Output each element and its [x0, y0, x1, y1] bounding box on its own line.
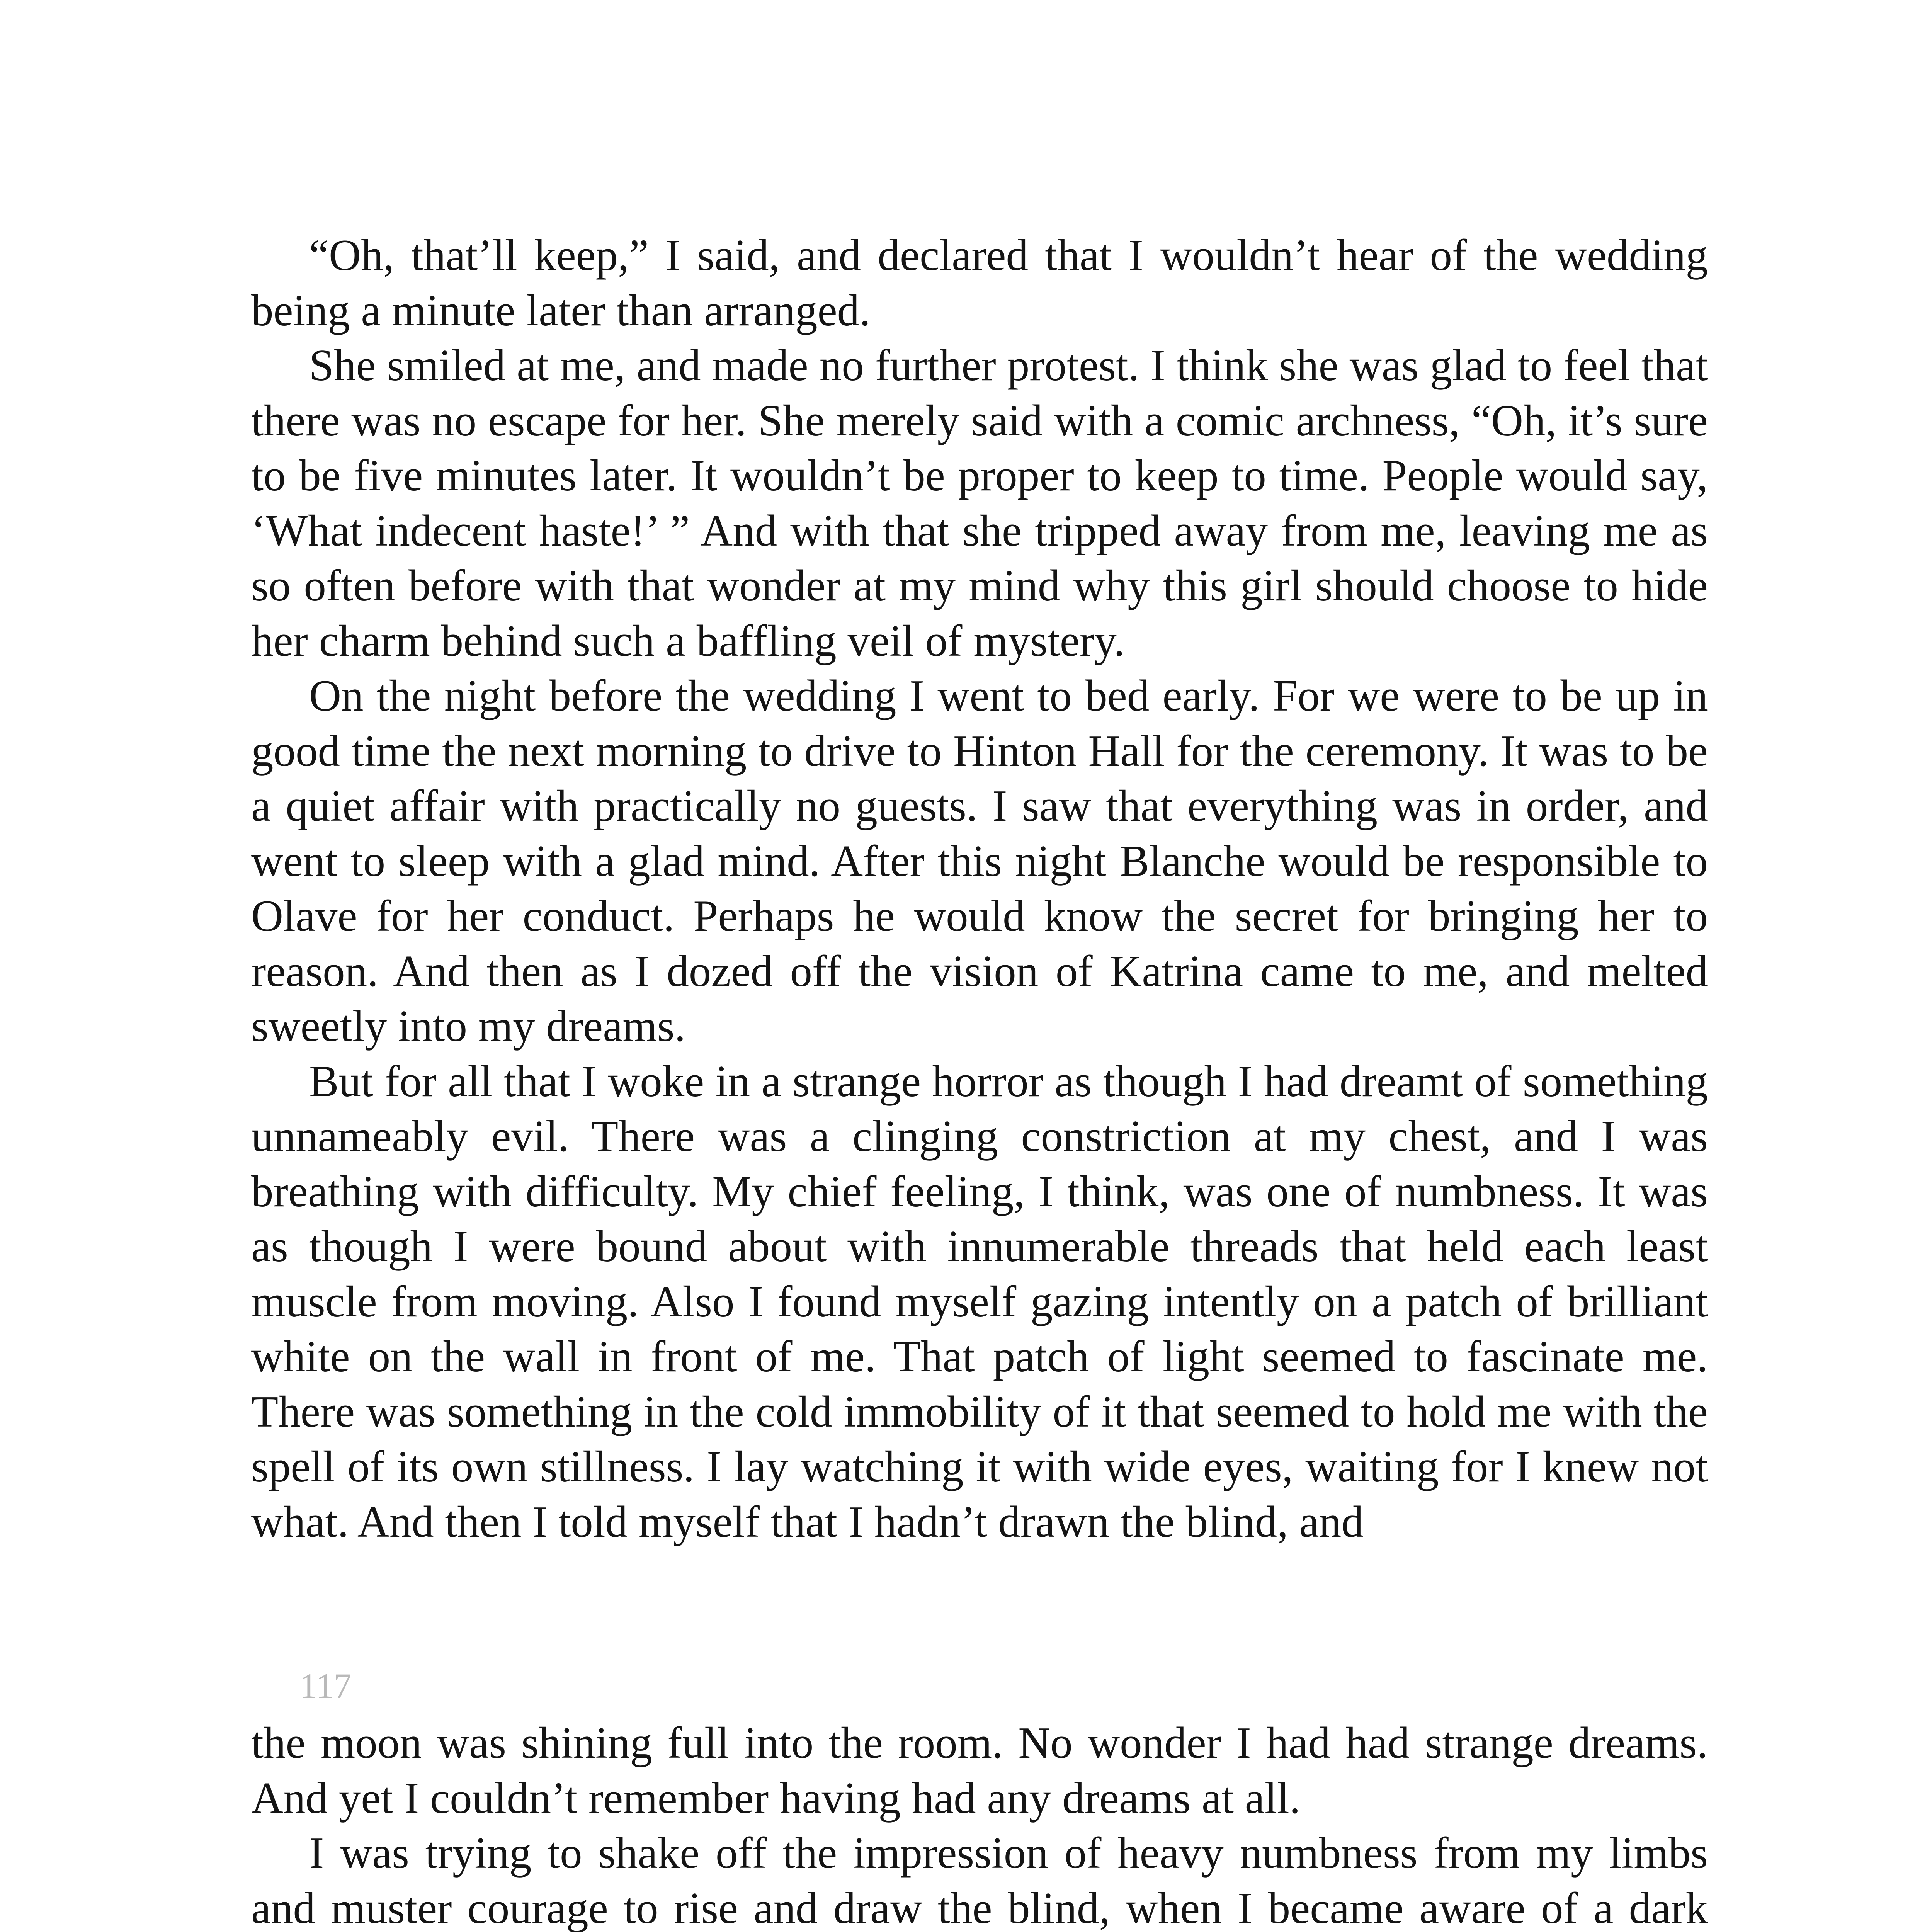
- text-block-bottom: [251, 1716, 1708, 1932]
- page-number: 117: [299, 1666, 352, 1706]
- text-block-top: [251, 228, 1708, 1549]
- paragraph: I was trying to shake off the impression of heavy numbness from my limbs and muster courage to rise and draw the blind, when I became aware of a dark: [251, 1828, 1708, 1932]
- paragraph: But for all that I woke in a strange horror as though I had dreamt of something unnameably evil. There was a clinging constriction at my chest, and I was breathing with difficulty. My chief feeling, I think, was one of numbness. It was as though I were bound about with innumerable threads that held each least muscle from moving. Also I found myself gazing intently on a patch of brilliant white on the wall in front of me. That patch of light seemed to fascinate me. There was something in the cold immobility of it that seemed to hold me with the spell of its own stillness. I lay watching it with wide eyes, waiting for I knew not what. And then I told myself that I hadn’t drawn the blind, and: [251, 1056, 1708, 1546]
- paragraph: “Oh, that’ll keep,” I said, and declared that I wouldn’t hear of the wedding being a minute later than arranged.: [251, 231, 1708, 335]
- paragraph: the moon was shining full into the room. No wonder I had had strange dreams. And yet I couldn’t remember having had any dreams at all.: [251, 1718, 1708, 1823]
- paragraph: On the night before the wedding I went to bed early. For we were to be up in good time the next morning to drive to Hinton Hall for the ceremony. It was to be a quiet affair with practically no guests. I saw that everything was in order, and went to sleep with a glad mind. After this night Blanche would be responsible to Olave for her conduct. Perhaps he would know the secret for bringing her to reason. And then as I dozed off the vision of Katrina came to me, and melted sweetly into my dreams.: [251, 671, 1708, 1051]
- paragraph: She smiled at me, and made no further protest. I think she was glad to feel that there was no escape for her. She merely said with a comic archness, “Oh, it’s sure to be five minutes later. It wouldn’t be proper to keep to time. People would say, ‘What indecent haste!’ ” And with that she tripped away from me, leaving me as so often before with that wonder at my mind why this girl should choose to hide her charm behind such a baffling veil of mystery.: [251, 341, 1708, 665]
